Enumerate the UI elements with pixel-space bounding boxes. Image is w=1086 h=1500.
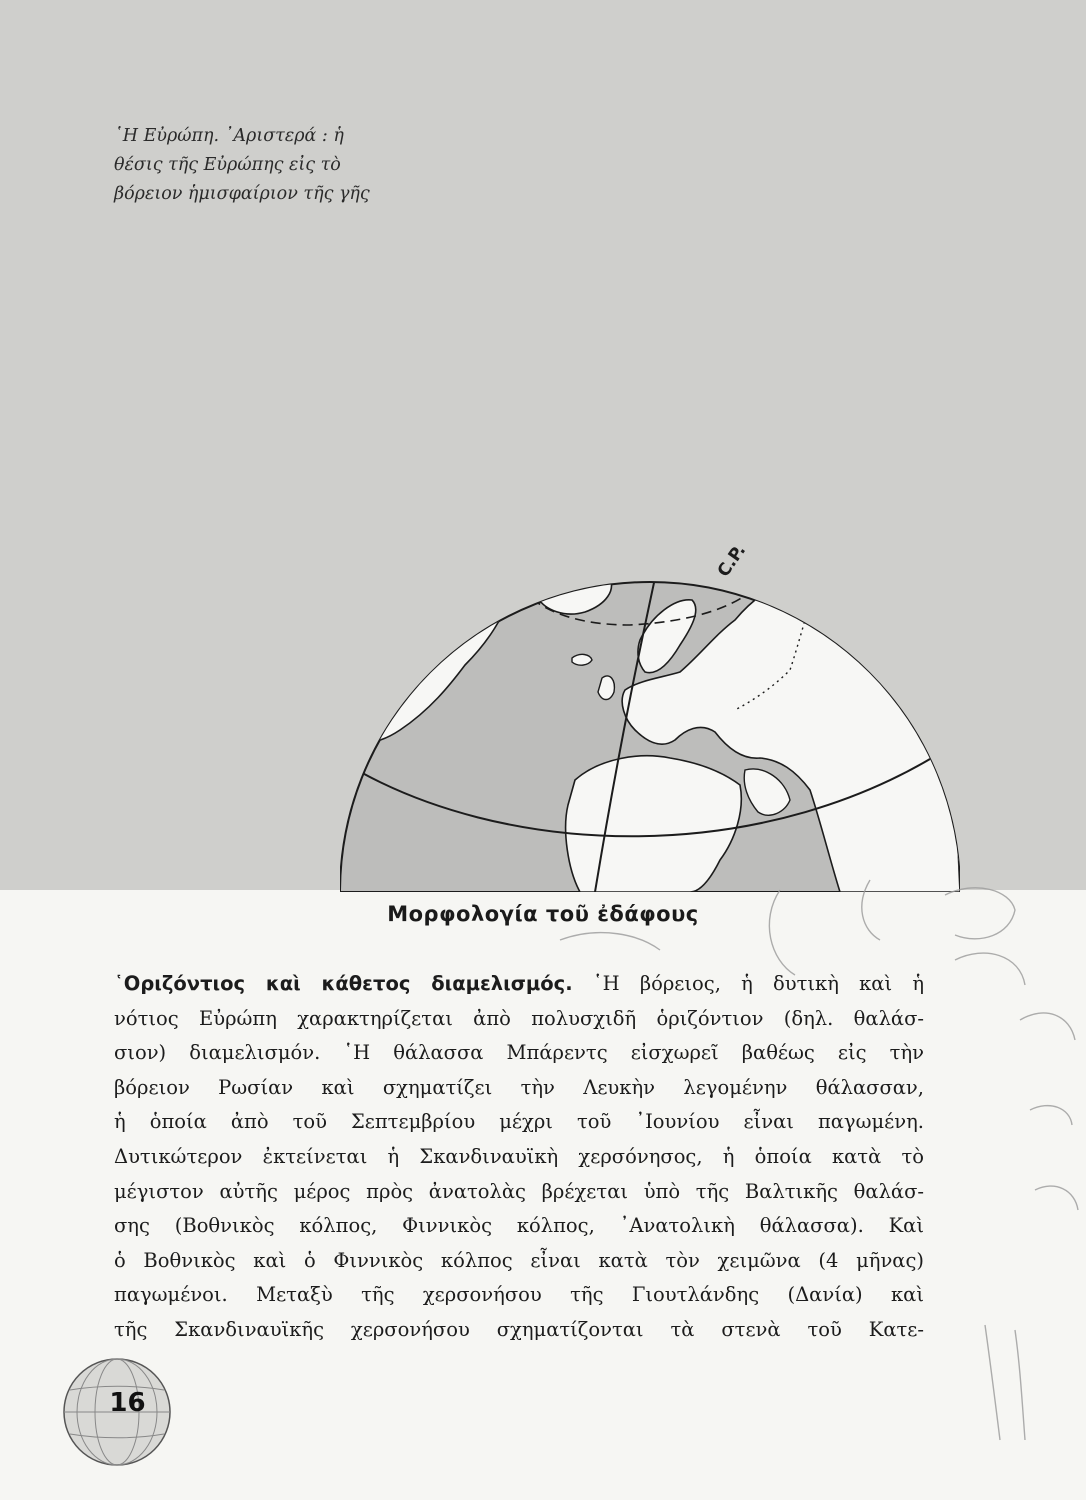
caption-line: βόρειον ἡμισφαίριον τῆς γῆς [114, 184, 370, 204]
caption-line: θέσις τῆς Εὐρώπης εἰς τὸ [114, 155, 341, 175]
paragraph-first-line [114, 967, 924, 1002]
globe-svg [340, 440, 960, 892]
first-line-rest: ῾Η βόρειος, ἡ δυτικὴ καὶ ἡ [592, 972, 924, 995]
figure-caption [114, 122, 404, 209]
page-number: 16 [109, 1388, 146, 1418]
iceland [572, 654, 592, 665]
text-line: τῆς Σκανδιναυϊκῆς χερσονήσου σχηματίζονται τὰ στενὰ τοῦ Κατε- [114, 1317, 924, 1341]
text-line: μέγιστον αὐτῆς μέρος πρὸς ἀνατολὰς βρέχεται ὑπὸ τῆς Βαλτικῆς θαλάσ- [114, 1179, 924, 1203]
japan [918, 650, 924, 695]
text-line: σης (Βοθνικὸς κόλπος, Φιννικὸς κόλπος, ᾿Ανατολικὴ θάλασσα). Καὶ [114, 1214, 924, 1238]
europe-globe-map [340, 440, 960, 892]
arctic-islands [690, 536, 716, 551]
text-line: Δυτικώτερον ἐκτείνεται ἡ Σκανδιναυϊκὴ χερσόνησος, ἡ ὁποία κατὰ τὸ [114, 1144, 924, 1168]
text-line: νότιος Εὐρώπη χαρακτηρίζεται ἀπὸ πολυσχιδῆ ὁριζόντιον (δηλ. θαλάσ- [114, 1006, 924, 1030]
subheading: ῾Οριζόντιος καὶ κάθετος διαμελισμός. [114, 972, 573, 995]
caption-line: ῾Η Εὐρώπη. ᾿Αριστερά : ἡ [114, 126, 344, 146]
text-line: βόρειον Ρωσίαν καὶ σχηματίζει τὴν Λευκὴν λεγομένην θάλασσαν, [114, 1075, 924, 1099]
text-line: σιον) διαμελισμόν. ῾Η θάλασσα Μπάρεντς εἰσχωρεῖ βαθέως εἰς τὴν [114, 1041, 924, 1065]
section-title: Μορφολογία τοῦ ἐδάφους [387, 902, 699, 926]
body-paragraph [114, 967, 924, 1348]
map-label: C.P. [713, 540, 751, 581]
text-line: ὁ Βοθνικὸς καὶ ὁ Φιννικὸς κόλπος εἶναι κατὰ τὸν χειμῶνα (4 μῆνας) [114, 1248, 924, 1272]
text-line: παγωμένοι. Μεταξὺ τῆς χερσονήσου τῆς Γιουτλάνδης (Δανία) καὶ [114, 1283, 924, 1307]
text-line: ἡ ὁποία ἀπὸ τοῦ Σεπτεμβρίου μέχρι τοῦ ᾿Ιουνίου εἶναι παγωμένη. [114, 1110, 924, 1134]
